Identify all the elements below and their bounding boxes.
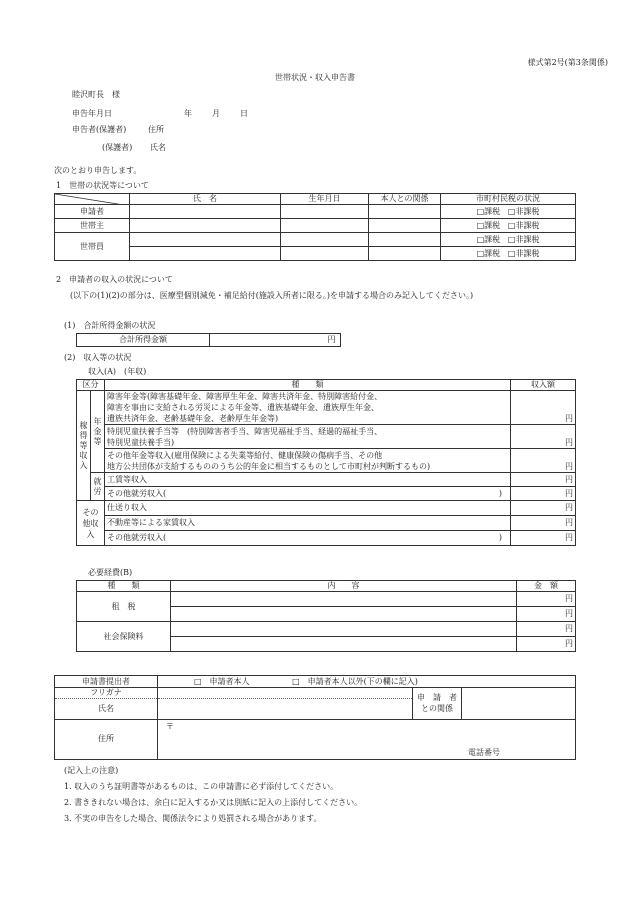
taxable-checkbox[interactable]: □課税 [476, 206, 501, 216]
other-work-income-type [105, 487, 511, 501]
total-income-value[interactable] [210, 334, 341, 347]
yen-unit: 円 [565, 503, 573, 513]
yen-unit: 円 [565, 594, 573, 604]
exp-insurance-label: 社会保険料 [77, 622, 171, 652]
cell-input[interactable] [369, 233, 441, 247]
header-income: 収入額 [511, 380, 576, 391]
cell-input[interactable] [130, 205, 281, 219]
submitter-options [158, 676, 576, 688]
diagonal-header-cell [55, 194, 130, 205]
notes-heading: (記入上の注意) [64, 766, 119, 775]
other-income-label: その他就労収入( [107, 533, 167, 543]
submitter-self-option[interactable]: □ 申請者本人 [194, 676, 250, 686]
exp-tax-label: 租 税 [77, 592, 171, 622]
phone-label: 電話番号 [468, 747, 500, 757]
disability-pension-type [105, 391, 511, 425]
taxable-checkbox[interactable]: □課税 [476, 248, 501, 258]
tax-options[interactable] [441, 205, 576, 219]
paren-close: ) [498, 533, 502, 543]
category-pension: 年金等 [91, 391, 105, 473]
row-label-member: 世帯員 [55, 233, 130, 261]
cell-input[interactable] [369, 247, 441, 261]
cell-input[interactable] [130, 219, 281, 233]
expenses-table [76, 580, 576, 652]
note-item: 3. 不実の申告をした場合、関係法令により処罰される場合があります。 [64, 814, 322, 823]
declarant-address-label: 住所 [148, 125, 164, 134]
cell-input[interactable] [281, 247, 369, 261]
cell-input[interactable] [369, 205, 441, 219]
submitter-other-option[interactable]: □ 申請者本人以外(下の欄に記入) [292, 676, 418, 686]
income-amount[interactable] [511, 391, 576, 425]
income-amount[interactable] [511, 531, 576, 546]
declarant-label: 申告者(保護者) [72, 125, 127, 134]
yen-unit: 円 [565, 488, 573, 498]
remittance-type: 仕送り収入 [105, 501, 511, 516]
section2-note: (以下の(1)(2)の部分は、医療型個別減免・補足給付(施設入所者に限る。)を申請する場合のみ記入してください。) [70, 291, 474, 300]
exp-content[interactable] [171, 637, 517, 652]
paren-close: ) [498, 488, 502, 498]
yen-unit: 円 [565, 533, 573, 543]
exp-amount[interactable] [517, 622, 576, 637]
exp-header-amount: 金 額 [517, 581, 576, 592]
declarant-name-prefix: (保護者) [102, 143, 133, 152]
tax-options[interactable] [441, 233, 576, 247]
income-a-label: 収入(A) (年収) [88, 367, 147, 376]
addressee: 睦沢町長 様 [72, 90, 120, 99]
income-amount[interactable] [511, 516, 576, 531]
relation-input[interactable] [462, 688, 576, 720]
taxable-checkbox[interactable]: □課税 [476, 234, 501, 244]
header-type: 種 類 [105, 380, 511, 391]
exp-amount[interactable] [517, 607, 576, 622]
child-allowance-type [105, 425, 511, 449]
header-category: 区分 [77, 380, 105, 391]
disability-pension-line: 遺族共済年金、老齢基礎年金、老齢厚生年金等) [107, 414, 279, 423]
wage-income-type: 工賃等収入 [105, 473, 511, 487]
declaration-date-label: 申告年月日 [72, 109, 112, 118]
total-income-label: 合計所得金額 [77, 334, 210, 347]
other-work-label: その他就労収入( [107, 488, 167, 498]
submitter-address-label: 住所 [55, 719, 158, 759]
postal-mark: 〒 [166, 721, 174, 731]
income-amount[interactable] [511, 487, 576, 501]
child-allowance-line: 特別児童扶養手当) [107, 437, 175, 447]
yen-unit: 円 [565, 609, 573, 619]
income-amount[interactable] [511, 501, 576, 516]
subsection1-heading: (1) 合計所得金額の状況 [64, 321, 156, 330]
disability-pension-line: 障害を事由に支給される労災による年金等、遺族基礎年金、遺族厚生年金、 [107, 403, 379, 412]
cell-input[interactable] [281, 219, 369, 233]
submitter-table [54, 675, 576, 760]
section2-heading: 2 申請者の収入の状況について [56, 275, 173, 284]
row-label-head: 世帯主 [55, 219, 130, 233]
exp-amount[interactable] [517, 637, 576, 652]
page-title: 世帯状況・収入申告書 [275, 73, 355, 82]
non-taxable-checkbox[interactable]: □非課税 [507, 220, 540, 230]
exp-header-type: 種 類 [77, 581, 171, 592]
cell-input[interactable] [130, 247, 281, 261]
non-taxable-checkbox[interactable]: □非課税 [507, 248, 540, 258]
exp-content[interactable] [171, 622, 517, 637]
day-label: 日 [240, 109, 248, 118]
real-estate-type: 不動産等による家賃収入 [105, 516, 511, 531]
yen-unit: 円 [565, 462, 573, 472]
other-pension-line: その他年金等収入(雇用保険による失業等給付、健康保険の傷病手当、その他 [107, 450, 383, 460]
subsection2-heading: (2) 収入等の状況 [64, 353, 132, 362]
month-label: 月 [212, 109, 220, 118]
tax-options[interactable] [441, 247, 576, 261]
other-pension-type [105, 449, 511, 473]
furigana-input[interactable] [158, 688, 413, 699]
cell-input[interactable] [130, 233, 281, 247]
declarant-name-label: 氏名 [150, 143, 166, 152]
header-birthdate: 生年月日 [281, 194, 369, 205]
header-tax-status: 市町村民税の状況 [441, 194, 576, 205]
note-item: 2. 書ききれない場合は、余白に記入するか又は別紙に記入の上添付してください。 [64, 798, 363, 807]
relation-label: 申 請 者 との関係 [413, 688, 462, 720]
income-amount[interactable] [511, 473, 576, 487]
category-work: 就労 [91, 473, 105, 501]
furigana-label: フリガナ [55, 688, 158, 699]
taxable-checkbox[interactable]: □課税 [476, 220, 501, 230]
submitter-name-input[interactable] [158, 698, 413, 719]
submitter-address-input[interactable] [158, 719, 576, 759]
exp-amount[interactable] [517, 592, 576, 607]
income-amount[interactable] [511, 449, 576, 473]
yen-unit: 円 [565, 518, 573, 528]
disability-pension-line: 障害年金等(障害基礎年金、障害厚生年金、障害共済年金、特別障害給付金、 [107, 392, 383, 401]
header-relation: 本人との関係 [369, 194, 441, 205]
yen-unit: 円 [327, 335, 336, 345]
other-income-type [105, 531, 511, 546]
yen-unit: 円 [565, 639, 573, 649]
submitter-name-label: 氏名 [55, 698, 158, 719]
expenses-b-label: 必要経費(B) [88, 568, 133, 577]
yen-unit: 円 [565, 414, 573, 424]
note-item: 1. 収入のうち証明書等があるものは、この申請書に必ず添付してください。 [64, 782, 339, 791]
exp-content[interactable] [171, 607, 517, 622]
row-label-applicant: 申請者 [55, 205, 130, 219]
yen-unit: 円 [565, 624, 573, 634]
submitter-label: 申請書提出者 [55, 676, 158, 688]
cell-input[interactable] [281, 233, 369, 247]
exp-content[interactable] [171, 592, 517, 607]
income-amount[interactable] [511, 425, 576, 449]
category-earned-income: 稼得等収入 [77, 391, 91, 501]
income-table [76, 379, 576, 546]
tax-options[interactable] [441, 219, 576, 233]
total-income-table [76, 333, 341, 347]
section1-heading: 1 世帯の状況等について [56, 181, 149, 190]
other-pension-line: 地方公共団体が支給するもののうち公的年金に相当するものとして市町村が判断するもの) [107, 461, 431, 471]
year-label: 年 [184, 109, 192, 118]
header-name: 氏 名 [130, 194, 281, 205]
non-taxable-checkbox[interactable]: □非課税 [507, 206, 540, 216]
category-other-income: その他収入 [77, 501, 105, 546]
yen-unit: 円 [565, 474, 573, 484]
non-taxable-checkbox[interactable]: □非課税 [507, 234, 540, 244]
cell-input[interactable] [369, 219, 441, 233]
yen-unit: 円 [565, 438, 573, 448]
child-allowance-line: 特別児童扶養手当等 (特別障害者手当、障害児福祉手当、経過的福祉手当、 [107, 426, 383, 436]
form-number: 様式第2号(第3条関係) [527, 58, 608, 67]
intro-text: 次のとおり申告します。 [54, 166, 142, 175]
exp-header-content: 内 容 [171, 581, 517, 592]
household-table [54, 193, 576, 261]
cell-input[interactable] [281, 205, 369, 219]
